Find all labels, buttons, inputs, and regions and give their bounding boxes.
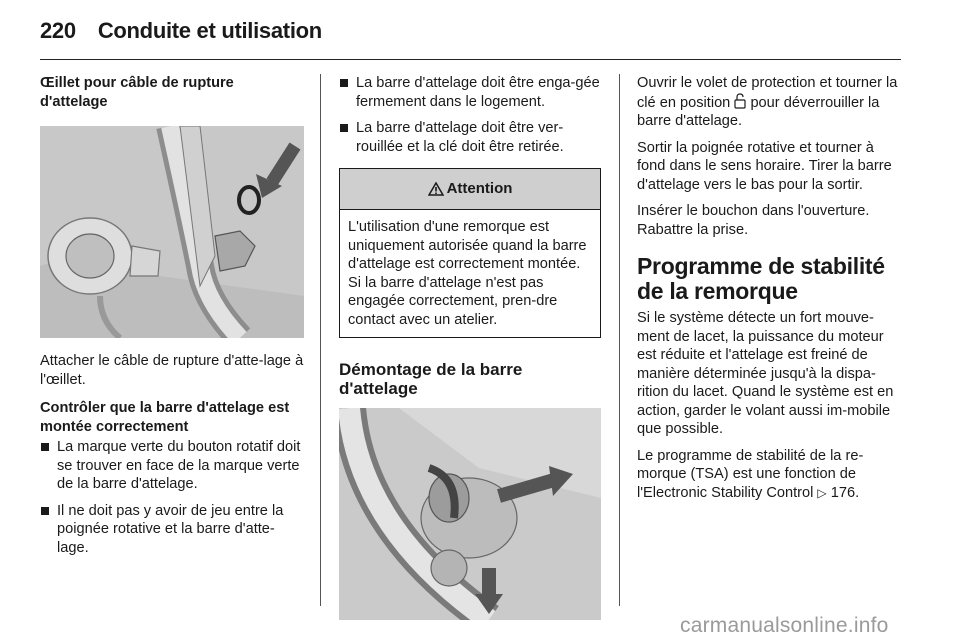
eyelet-caption: Attacher le câble de rupture d'atte-lage à l'œillet. — [40, 353, 304, 388]
watermark: carmanualsonline.info — [680, 614, 889, 637]
attention-title: Attention — [446, 179, 513, 197]
towbar-eyelet-photo — [40, 126, 304, 338]
tsa-text: Le programme de stabilité de la re-morque (TSA) est une fonction de l'Electronic Stability Control — [637, 447, 864, 501]
page-number: 220 — [40, 18, 76, 43]
column-1 — [40, 74, 304, 565]
unlock-paragraph — [637, 74, 903, 131]
check-mounting-heading: Contrôler que la barre d'attelage est montée correctement — [40, 400, 290, 435]
list-item: Il ne doit pas y avoir de jeu entre la poignée rotative et la barre d'atte-lage. — [40, 502, 304, 558]
warning-triangle-icon — [428, 182, 444, 196]
header-divider — [40, 59, 901, 60]
plug-paragraph: Insérer le bouchon dans l'ouverture. Rabattre la prise. — [637, 203, 870, 238]
towbar-removal-photo — [339, 408, 601, 620]
unlocked-padlock-icon — [734, 93, 746, 109]
trailer-stability-heading: Programme de stabilité de la remorque — [637, 253, 885, 304]
unlock-text-end: pour déverrouiller la barre d'attelage. — [637, 94, 880, 129]
attention-header — [340, 169, 600, 210]
list-item: La marque verte du bouton rotatif doit se trouver en face de la marque verte de la barre d'attelage. — [40, 438, 304, 494]
list-item: La barre d'attelage doit être ver-rouillée et la clé doit être retirée. — [339, 119, 601, 156]
attention-text: L'utilisation d'une remorque est uniquement autorisée quand la barre d'attelage est correctement montée. Si la barre d'attelage n'est pas engagée correctement, pren-dre contact avec un atelier. — [348, 219, 587, 328]
page-reference-arrow-icon: ▷ — [817, 485, 827, 500]
column-divider-left — [320, 74, 321, 606]
tsa-paragraph — [637, 447, 903, 503]
attention-box — [339, 168, 601, 338]
section-heading-eyelet: Œillet pour câble de rupture d'attelage — [40, 75, 234, 110]
page-header — [40, 18, 322, 50]
mounting-conditions-list — [339, 74, 601, 156]
page-reference-link[interactable]: 176. — [830, 484, 860, 501]
column-divider-right — [619, 74, 620, 606]
column-3 — [637, 74, 903, 502]
unlock-text-start: Ouvrir le volet de protection et tourner la clé en position — [637, 75, 898, 111]
removal-heading: Démontage de la barre d'attelage — [339, 360, 523, 398]
stability-description: Si le système détecte un fort mouve-ment de lacet, la puissance du moteur est réduite et l'attelage est freiné de manière déterminée jusqu'à la dispa-rition du lacet. Quand le système est en action, garder le volant aussi im-mobile que possible. — [637, 310, 894, 437]
column-2 — [339, 74, 601, 620]
check-mounting-list — [40, 438, 304, 557]
chapter-title: Conduite et utilisation — [97, 18, 322, 43]
list-item: La barre d'attelage doit être enga-gée fermement dans le logement. — [339, 74, 601, 111]
pull-out-paragraph: Sortir la poignée rotative et tourner à fond dans le sens horaire. Tirer la barre d'attelage vers le bas pour la sortir. — [637, 139, 892, 193]
